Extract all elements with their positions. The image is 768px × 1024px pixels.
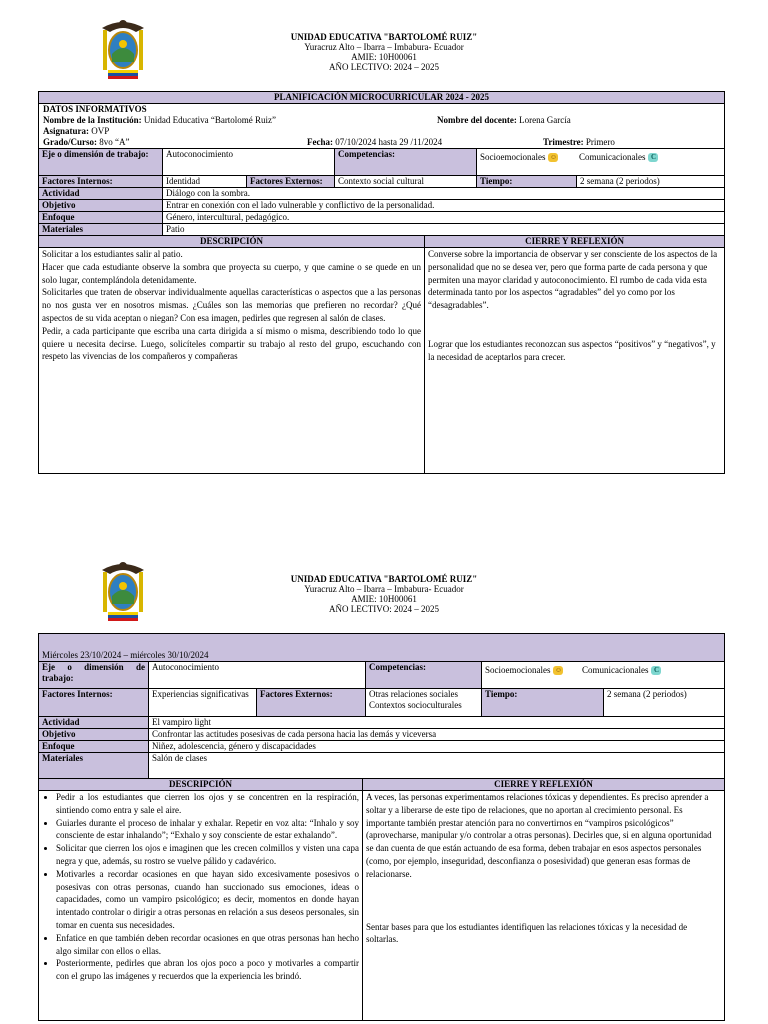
comp-values-2: [482, 662, 725, 689]
fi-label: Factores Internos:: [39, 176, 163, 188]
trim-label: Trimestre:: [543, 137, 584, 147]
inst-value: Unidad Educativa “Bartolomé Ruiz”: [143, 115, 277, 125]
school-year: AÑO LECTIVO: 2024 – 2025: [329, 604, 439, 614]
obj-value: Entrar en conexión con el lado vulnerable y conflictivo de la personalidad.: [163, 200, 725, 212]
obj-label-2: Objetivo: [39, 729, 149, 741]
mat-label-2: Materiales: [39, 753, 149, 779]
enf-value: Género, intercultural, pedagógico.: [163, 212, 725, 224]
ecuador-coat-of-arms-icon: [100, 16, 146, 80]
desc-bullets: [42, 791, 359, 983]
desc-text: Solicitar a los estudiantes salir al patio. Hacer que cada estudiante observe la sombra que proyecta su cuerpo, y que camine o se quede en un solo lugar, contemplándola detenidamente. Solicitarles que traten de observar individualmente aquellas características o aspectos que a las personas no nos gusta ver en nosotros mismas. ¿Cuáles son las memorias que prefieren no recordar? ¿Qué aspectos de su vida aceptan o niegan? Con esa imagen, pedirles que regresen al salón de clases. Pedir, a cada participante que escriba una carta dirigida a sí mismo o misma, describiendo todo lo que quiere u necesita decirse. Luego, solicíteles compartir su trabajo al resto del grupo, escuchando con respeto las vivencias de los compañeros y compañeras: [39, 248, 425, 474]
docente-label: Nombre del docente:: [437, 115, 517, 125]
act-label-2: Actividad: [39, 717, 149, 729]
act-value-2: El vampiro light: [149, 717, 725, 729]
list-item: • Posteriormente, pedirles que abran los ojos poco a poco y motivarles a compartir con el grupo las imágenes y recuerdos que la experiencia les brindó.: [56, 957, 359, 983]
tiempo-value: 2 semana (2 periodos): [577, 176, 725, 188]
datos-title: DATOS INFORMATIVOS: [43, 104, 147, 114]
school-amie: AMIE: 10H00061: [351, 594, 417, 604]
cierre-cell: [425, 248, 725, 474]
communication-icon: C: [648, 153, 658, 162]
cierre-text-2-1: A veces, las personas experimentamos relaciones tóxicas y dependientes. Es preciso aprender a soltar y a liberarse de este tipo de relaciones, que no aportan al crecimiento personal. Es importante también prestar atención para no convertirnos en “vampiros psicológicos” (aprovecharse, manipular y/o controlar a otras personas). Decirles que, si en alguna oportunidad se dan cuenta de que están actuando de esa forma, deben trabajar en esos aspectos personales (como, por ejemplo, inseguridad, desconfianza o posesividad) que generan esas formas de relacionarse.: [366, 792, 718, 879]
cierre-text-2-2: Sentar bases para que los estudiantes identifiquen las relaciones tóxicas y la necesidad de soltarlas.: [366, 921, 688, 945]
grado-value: 8vo “A”: [99, 137, 130, 147]
cierre-text-1: Converse sobre la importancia de observar y ser consciente de los aspectos de la personalidad que no se desea ver, pero que forma parte de cada persona y que permiten una mayor claridad y autoconocimiento. El rumbo de cada vida esta determinada tanto por los aspectos “agradables” del yo como por los “desagradables”.: [428, 249, 718, 311]
mat-label: Materiales: [39, 224, 163, 236]
enf-label: Enfoque: [39, 212, 163, 224]
fe-value-2: Otras relaciones sociales Contextos socioculturales: [366, 689, 482, 717]
list-item: • Solicitar que cierren los ojos e imaginen que les crecen colmillos y visten una capa negra y que, además, su rostro se vuelve pálido y cadavérico.: [56, 842, 359, 868]
enf-value-2: Niñez, adolescencia, género y discapacidades: [149, 741, 725, 753]
eje-value-2: Autoconocimiento: [149, 662, 366, 689]
date-range: Miércoles 23/10/2024 – miércoles 30/10/2024: [39, 634, 725, 662]
eje-value: Autoconocimiento: [163, 149, 335, 176]
comp-label-2: Competencias:: [366, 662, 482, 689]
eje-label-2: Eje o dimensión de trabajo:: [39, 662, 149, 689]
mat-value: Patio: [163, 224, 725, 236]
cierre-header-2: CIERRE Y REFLEXIÓN: [363, 779, 725, 791]
grado-label: Grado/Curso:: [43, 137, 97, 147]
fi-label-2: Factores Internos:: [39, 689, 149, 717]
cierre-text-2: Lograr que los estudiantes reconozcan sus aspectos “positivos” y “negativos”, y la necesidad de aceptarlos para crecer.: [428, 338, 716, 362]
asig-label: Asignatura:: [43, 126, 90, 136]
school-year: AÑO LECTIVO: 2024 – 2025: [329, 62, 439, 72]
school-amie: AMIE: 10H00061: [351, 52, 417, 62]
cierre-header: CIERRE Y REFLEXIÓN: [425, 236, 725, 248]
comp-socio-2: Socioemocionales: [485, 665, 551, 675]
socioemotional-icon: ☺: [554, 666, 563, 675]
communication-icon: C: [651, 666, 661, 675]
act-value: Diálogo con la sombra.: [163, 188, 725, 200]
fecha-value: 07/10/2024 hasta 29 /11/2024: [335, 137, 443, 147]
trim-value: Primero: [585, 137, 615, 147]
comp-values: [477, 149, 725, 176]
obj-label: Objetivo: [39, 200, 163, 212]
fe-value: Contexto social cultural: [335, 176, 477, 188]
comp-comm: Comunicacionales: [578, 152, 646, 162]
fi-value-2: Experiencias significativas: [149, 689, 257, 717]
school-name: UNIDAD EDUCATIVA "BARTOLOMÉ RUIZ": [290, 32, 478, 42]
comp-comm-2: Comunicacionales: [581, 665, 649, 675]
eje-label: Eje o dimensión de trabajo:: [39, 149, 163, 176]
ecuador-coat-of-arms-icon: [100, 558, 146, 622]
enf-label-2: Enfoque: [39, 741, 149, 753]
tiempo-label: Tiempo:: [477, 176, 577, 188]
docente-value: Lorena García: [519, 115, 571, 125]
mat-value-2: Salón de clases: [149, 753, 725, 779]
asig-value: OVP: [91, 126, 110, 136]
list-item: • Motivarles a recordar ocasiones en que hayan sido excesivamente posesivos o posesivas con otras personas, cuando han succionado sus emociones, ideas o capacidades, como un vampiro psicológico; es decir, momentos en donde hayan intentado controlar o dirigir a otras personas en relación a sus deseos personales, sin tomar en cuenta sus necesidades.: [56, 868, 359, 932]
fe-label-2: Factores Externos:: [257, 689, 366, 717]
page-2: [0, 512, 768, 1024]
fecha-label: Fecha:: [307, 137, 333, 147]
list-item: • Guiarles durante el proceso de inhalar y exhalar. Repetir en voz alta: “Inhalo y soy consciente de estar inhalando”; “Exhalo y soy consciente de estar exhalando”.: [56, 817, 359, 843]
tiempo-label-2: Tiempo:: [482, 689, 604, 717]
school-name: UNIDAD EDUCATIVA "BARTOLOMÉ RUIZ": [290, 574, 478, 584]
planning-table-2: [38, 633, 725, 1021]
desc-header: DESCRIPCIÓN: [39, 236, 425, 248]
fi-value: Identidad: [163, 176, 247, 188]
comp-label: Competencias:: [335, 149, 477, 176]
desc-list-cell: [39, 791, 363, 1021]
cierre-cell-2: [363, 791, 725, 1021]
school-address: Yuracruz Alto – Ibarra – Imbabura- Ecuador: [304, 42, 464, 52]
socioemotional-icon: ☺: [549, 153, 558, 162]
school-header-2: [180, 574, 588, 614]
obj-value-2: Confrontar las actitudes posesivas de cada persona hacia las demás y viceversa: [149, 729, 725, 741]
comp-socio: Socioemocionales: [480, 152, 546, 162]
datos-informativos: [39, 104, 725, 149]
tiempo-value-2: 2 semana (2 periodos): [604, 689, 725, 717]
act-label: Actividad: [39, 188, 163, 200]
school-header: [180, 32, 588, 72]
fe-label: Factores Externos:: [247, 176, 335, 188]
planning-table-1: [38, 91, 725, 474]
planning-title: PLANIFICACIÓN MICROCURRICULAR 2024 - 2025: [39, 92, 725, 104]
inst-label: Nombre de la Institución:: [43, 115, 142, 125]
list-item: • Enfatice en que también deben recordar ocasiones en que otras personas han hecho algo similar con ellos o ellas.: [56, 932, 359, 958]
desc-header-2: DESCRIPCIÓN: [39, 779, 363, 791]
list-item: • Pedir a los estudiantes que cierren los ojos y se concentren en la respiración, sintiendo como entra y sale el aire.: [56, 791, 359, 817]
school-address: Yuracruz Alto – Ibarra – Imbabura- Ecuador: [304, 584, 464, 594]
